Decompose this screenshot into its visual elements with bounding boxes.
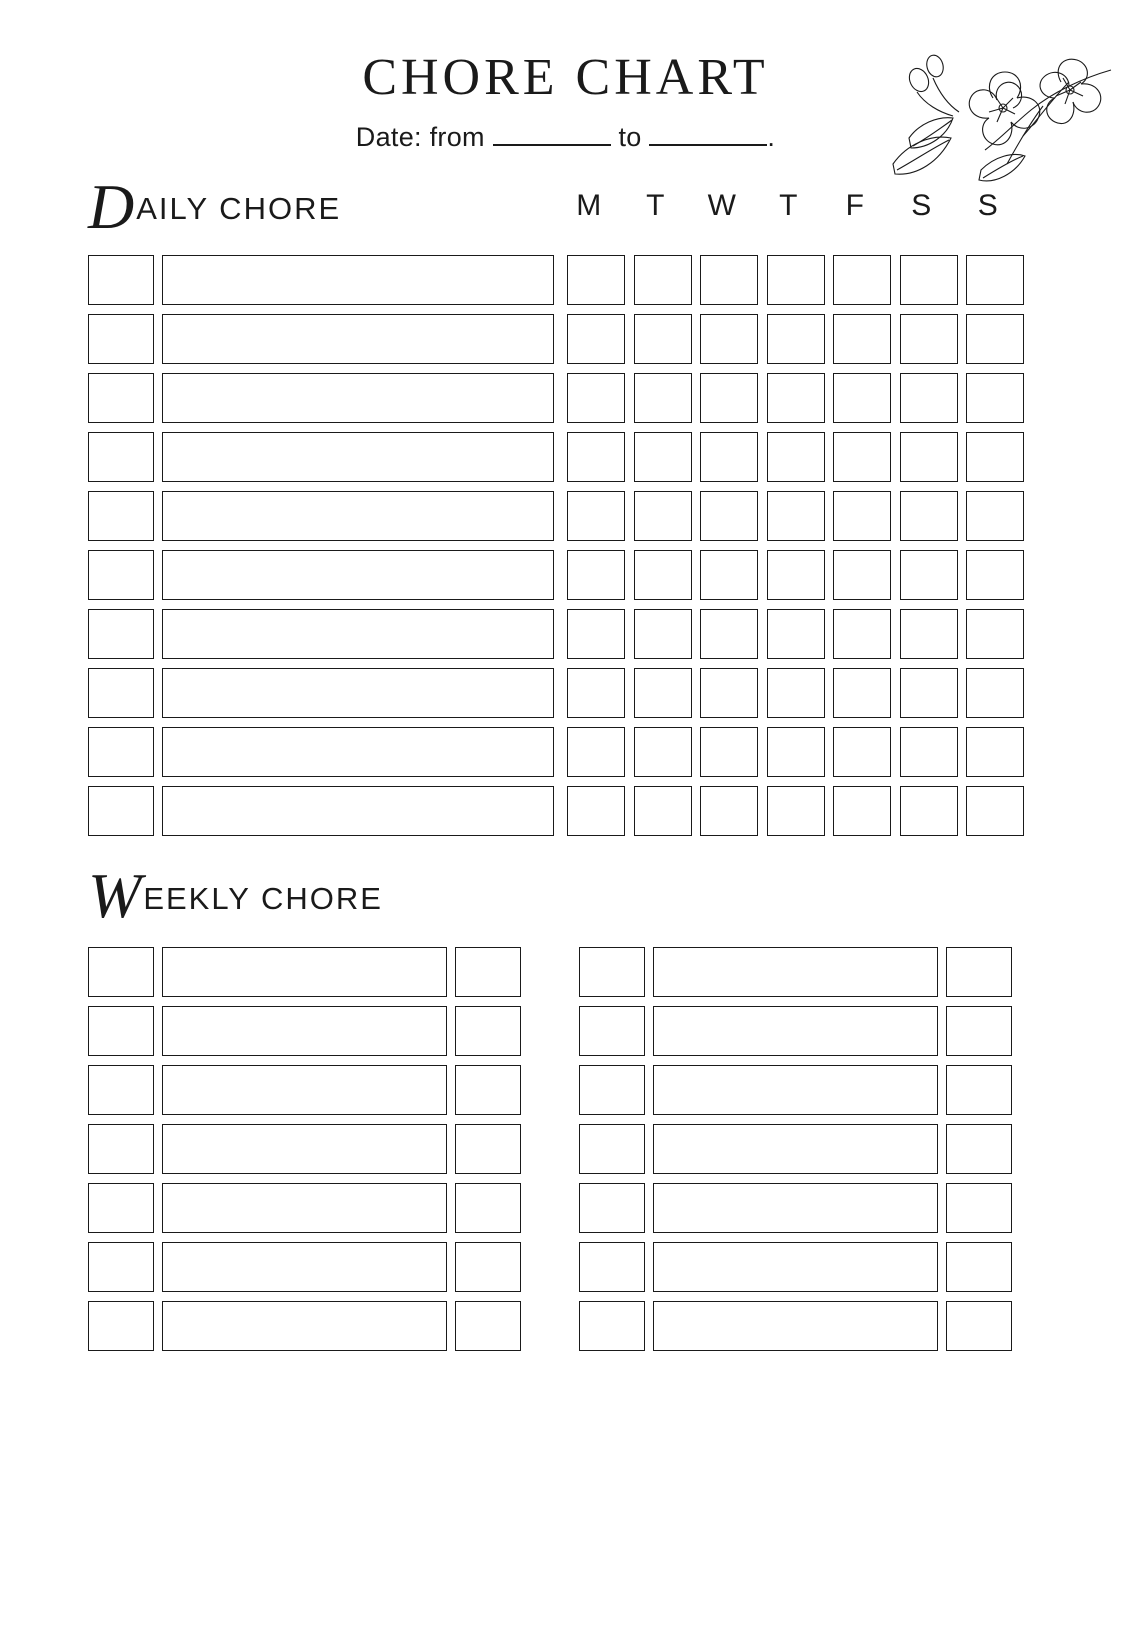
- daily-chore-name-field[interactable]: [162, 432, 554, 482]
- daily-day-check-box[interactable]: [833, 432, 891, 482]
- daily-day-check-box[interactable]: [966, 373, 1024, 423]
- weekly-row-done-box[interactable]: [946, 1183, 1012, 1233]
- daily-day-check-box[interactable]: [833, 668, 891, 718]
- weekly-chore-name-field[interactable]: [653, 1242, 938, 1292]
- daily-row-check-box[interactable]: [88, 314, 154, 364]
- daily-row-day-boxes: [567, 668, 1024, 718]
- weekly-heading-text: EEKLY CHORE: [143, 880, 383, 916]
- weekly-chore-section: [0, 860, 1131, 1359]
- weekly-row-check-box[interactable]: [88, 1183, 154, 1233]
- daily-day-check-box[interactable]: [966, 432, 1024, 482]
- daily-chore-name-field[interactable]: [162, 314, 554, 364]
- daily-day-check-box[interactable]: [767, 727, 825, 777]
- weekly-chore-row: [579, 947, 1012, 997]
- weekly-chore-row: [579, 1006, 1012, 1056]
- daily-day-check-box[interactable]: [567, 609, 625, 659]
- weekly-row-done-box[interactable]: [946, 947, 1012, 997]
- weekly-row-done-box[interactable]: [455, 1242, 521, 1292]
- daily-day-check-box[interactable]: [700, 668, 758, 718]
- daily-day-check-box[interactable]: [966, 609, 1024, 659]
- daily-chore-row: [88, 373, 1131, 423]
- daily-chore-name-field[interactable]: [162, 255, 554, 305]
- daily-day-check-box[interactable]: [634, 609, 692, 659]
- daily-day-check-box[interactable]: [567, 550, 625, 600]
- weekly-chore-name-field[interactable]: [653, 1183, 938, 1233]
- weekly-chore-name-field[interactable]: [162, 947, 447, 997]
- weekly-chore-row: [579, 1301, 1012, 1351]
- daily-row-check-box[interactable]: [88, 432, 154, 482]
- daily-day-check-box[interactable]: [966, 314, 1024, 364]
- daily-heading-text: AILY CHORE: [136, 191, 342, 227]
- date-from-field[interactable]: [493, 122, 611, 146]
- weekly-row-done-box[interactable]: [455, 1006, 521, 1056]
- weekly-row-check-box[interactable]: [88, 1065, 154, 1115]
- daily-day-check-box[interactable]: [700, 314, 758, 364]
- daily-row-check-box[interactable]: [88, 550, 154, 600]
- date-period-mark: .: [767, 122, 776, 152]
- weekday-label-mon: M: [576, 189, 603, 222]
- daily-day-check-box[interactable]: [833, 727, 891, 777]
- daily-chore-name-field[interactable]: [162, 550, 554, 600]
- daily-chore-name-field[interactable]: [162, 786, 554, 836]
- weekly-chore-name-field[interactable]: [653, 1006, 938, 1056]
- weekly-chore-grid: [88, 947, 1131, 1360]
- weekly-row-check-box[interactable]: [88, 1301, 154, 1351]
- daily-day-check-box[interactable]: [634, 255, 692, 305]
- date-from-label: Date: from: [355, 122, 485, 152]
- daily-day-check-box[interactable]: [567, 786, 625, 836]
- daily-chore-row: [88, 668, 1131, 718]
- weekly-chore-row: [88, 1242, 521, 1292]
- weekly-row-check-box[interactable]: [579, 1301, 645, 1351]
- daily-row-day-boxes: [567, 727, 1024, 777]
- daily-day-check-box[interactable]: [634, 314, 692, 364]
- daily-row-check-box[interactable]: [88, 255, 154, 305]
- weekday-label-wed: W: [707, 189, 737, 222]
- weekly-row-check-box[interactable]: [579, 1065, 645, 1115]
- weekly-chore-name-field[interactable]: [653, 947, 938, 997]
- daily-chore-row: [88, 314, 1131, 364]
- weekly-chore-column: [88, 947, 521, 1360]
- weekly-row-check-box[interactable]: [88, 947, 154, 997]
- weekly-chore-column: [579, 947, 1012, 1360]
- weekly-row-check-box[interactable]: [579, 1183, 645, 1233]
- daily-day-check-box[interactable]: [700, 727, 758, 777]
- weekly-row-check-box[interactable]: [88, 1006, 154, 1056]
- daily-chore-name-field[interactable]: [162, 491, 554, 541]
- weekday-label-fri: F: [845, 189, 865, 222]
- daily-chore-name-field[interactable]: [162, 373, 554, 423]
- daily-row-day-boxes: [567, 609, 1024, 659]
- weekly-heading-dropcap: W: [88, 860, 142, 932]
- daily-day-check-box[interactable]: [767, 432, 825, 482]
- daily-row-check-box[interactable]: [88, 373, 154, 423]
- daily-day-check-box[interactable]: [833, 609, 891, 659]
- daily-day-check-box[interactable]: [700, 550, 758, 600]
- daily-day-check-box[interactable]: [767, 786, 825, 836]
- weekly-row-done-box[interactable]: [946, 1006, 1012, 1056]
- weekly-chore-name-field[interactable]: [653, 1065, 938, 1115]
- daily-day-check-box[interactable]: [767, 314, 825, 364]
- daily-day-check-box[interactable]: [900, 550, 958, 600]
- daily-row-day-boxes: [567, 550, 1024, 600]
- weekly-row-done-box[interactable]: [946, 1065, 1012, 1115]
- daily-row-day-boxes: [567, 373, 1024, 423]
- daily-day-check-box[interactable]: [634, 491, 692, 541]
- daily-chore-row: [88, 786, 1131, 836]
- daily-row-check-box[interactable]: [88, 727, 154, 777]
- daily-day-check-box[interactable]: [900, 491, 958, 541]
- weekly-chore-name-field[interactable]: [162, 1006, 447, 1056]
- daily-day-check-box[interactable]: [966, 727, 1024, 777]
- daily-day-check-box[interactable]: [900, 255, 958, 305]
- weekday-label-tue: T: [646, 189, 666, 222]
- daily-day-check-box[interactable]: [634, 432, 692, 482]
- daily-row-day-boxes: [567, 432, 1024, 482]
- weekly-row-check-box[interactable]: [88, 1124, 154, 1174]
- daily-day-check-box[interactable]: [900, 314, 958, 364]
- weekday-label-thu: T: [779, 189, 799, 222]
- daily-heading-dropcap: D: [88, 171, 135, 242]
- weekly-row-check-box[interactable]: [579, 1242, 645, 1292]
- daily-day-check-box[interactable]: [767, 668, 825, 718]
- daily-row-day-boxes: [567, 786, 1024, 836]
- daily-day-check-box[interactable]: [634, 373, 692, 423]
- weekly-chore-name-field[interactable]: [162, 1301, 447, 1351]
- weekday-label-sat: S: [911, 189, 933, 222]
- weekly-row-check-box[interactable]: [579, 1006, 645, 1056]
- weekly-chore-row: [88, 1301, 521, 1351]
- daily-chore-row: [88, 491, 1131, 541]
- daily-day-check-box[interactable]: [900, 786, 958, 836]
- date-to-label: to: [618, 122, 642, 152]
- daily-day-check-box[interactable]: [833, 786, 891, 836]
- daily-day-check-box[interactable]: [767, 550, 825, 600]
- daily-chore-row: [88, 727, 1131, 777]
- daily-day-check-box[interactable]: [634, 786, 692, 836]
- daily-chore-name-field[interactable]: [162, 668, 554, 718]
- weekly-row-done-box[interactable]: [455, 947, 521, 997]
- daily-day-check-box[interactable]: [966, 550, 1024, 600]
- daily-row-day-boxes: [567, 255, 1024, 305]
- weekly-chore-row: [88, 1183, 521, 1233]
- weekly-row-done-box[interactable]: [946, 1301, 1012, 1351]
- daily-day-check-box[interactable]: [700, 491, 758, 541]
- daily-chore-row: [88, 550, 1131, 600]
- weekly-chore-name-field[interactable]: [162, 1183, 447, 1233]
- daily-day-check-box[interactable]: [567, 255, 625, 305]
- daily-day-check-box[interactable]: [567, 373, 625, 423]
- daily-day-check-box[interactable]: [567, 668, 625, 718]
- weekly-chore-name-field[interactable]: [162, 1242, 447, 1292]
- daily-day-check-box[interactable]: [634, 550, 692, 600]
- weekly-chore-name-field[interactable]: [653, 1124, 938, 1174]
- daily-day-check-box[interactable]: [700, 786, 758, 836]
- weekly-row-done-box[interactable]: [946, 1242, 1012, 1292]
- weekly-row-done-box[interactable]: [455, 1124, 521, 1174]
- daily-row-check-box[interactable]: [88, 609, 154, 659]
- weekday-label-sun: S: [977, 189, 999, 222]
- daily-chore-row: [88, 432, 1131, 482]
- weekly-chore-name-field[interactable]: [162, 1065, 447, 1115]
- weekly-chore-name-field[interactable]: [653, 1301, 938, 1351]
- daily-day-check-box[interactable]: [833, 314, 891, 364]
- weekly-row-done-box[interactable]: [946, 1124, 1012, 1174]
- daily-day-check-box[interactable]: [567, 432, 625, 482]
- weekly-chore-heading: [88, 860, 1131, 932]
- daily-day-check-box[interactable]: [833, 255, 891, 305]
- date-to-field[interactable]: [649, 122, 767, 146]
- daily-day-check-box[interactable]: [900, 609, 958, 659]
- daily-day-check-box[interactable]: [833, 550, 891, 600]
- weekly-chore-row: [579, 1242, 1012, 1292]
- daily-chore-name-field[interactable]: [162, 727, 554, 777]
- daily-day-check-box[interactable]: [567, 314, 625, 364]
- daily-day-check-box[interactable]: [767, 255, 825, 305]
- daily-row-day-boxes: [567, 491, 1024, 541]
- weekly-row-done-box[interactable]: [455, 1183, 521, 1233]
- weekly-row-check-box[interactable]: [88, 1242, 154, 1292]
- daily-day-check-box[interactable]: [833, 491, 891, 541]
- daily-day-check-box[interactable]: [833, 373, 891, 423]
- daily-row-check-box[interactable]: [88, 668, 154, 718]
- daily-day-check-box[interactable]: [634, 668, 692, 718]
- daily-day-check-box[interactable]: [966, 255, 1024, 305]
- daily-day-check-box[interactable]: [966, 786, 1024, 836]
- daily-day-check-box[interactable]: [900, 373, 958, 423]
- weekly-row-check-box[interactable]: [579, 1124, 645, 1174]
- daily-day-check-box[interactable]: [966, 668, 1024, 718]
- weekly-row-done-box[interactable]: [455, 1301, 521, 1351]
- daily-row-check-box[interactable]: [88, 786, 154, 836]
- daily-chore-name-field[interactable]: [162, 609, 554, 659]
- daily-day-check-box[interactable]: [700, 432, 758, 482]
- daily-day-check-box[interactable]: [700, 373, 758, 423]
- weekly-row-check-box[interactable]: [579, 947, 645, 997]
- daily-day-check-box[interactable]: [567, 491, 625, 541]
- page-title: CHORE CHART: [362, 49, 769, 106]
- daily-day-check-box[interactable]: [567, 727, 625, 777]
- daily-day-check-box[interactable]: [767, 491, 825, 541]
- daily-day-check-box[interactable]: [767, 373, 825, 423]
- weekly-chore-row: [88, 947, 521, 997]
- weekly-chore-row: [579, 1065, 1012, 1115]
- daily-row-day-boxes: [567, 314, 1024, 364]
- weekly-chore-row: [88, 1124, 521, 1174]
- daily-day-check-box[interactable]: [634, 727, 692, 777]
- weekly-chore-row: [88, 1006, 521, 1056]
- daily-chore-rows: [0, 255, 1131, 836]
- daily-day-check-box[interactable]: [700, 255, 758, 305]
- weekly-chore-row: [579, 1183, 1012, 1233]
- daily-day-check-box[interactable]: [900, 727, 958, 777]
- daily-day-check-box[interactable]: [700, 609, 758, 659]
- daily-row-check-box[interactable]: [88, 491, 154, 541]
- daily-day-check-box[interactable]: [966, 491, 1024, 541]
- weekday-header-row: [556, 189, 1022, 223]
- daily-chore-row: [88, 255, 1131, 305]
- daily-chore-row: [88, 609, 1131, 659]
- daily-day-check-box[interactable]: [767, 609, 825, 659]
- weekly-chore-row: [88, 1065, 521, 1115]
- daily-chore-section: [0, 171, 1131, 836]
- weekly-chore-row: [579, 1124, 1012, 1174]
- daily-day-check-box[interactable]: [900, 432, 958, 482]
- weekly-row-done-box[interactable]: [455, 1065, 521, 1115]
- weekly-chore-name-field[interactable]: [162, 1124, 447, 1174]
- daily-day-check-box[interactable]: [900, 668, 958, 718]
